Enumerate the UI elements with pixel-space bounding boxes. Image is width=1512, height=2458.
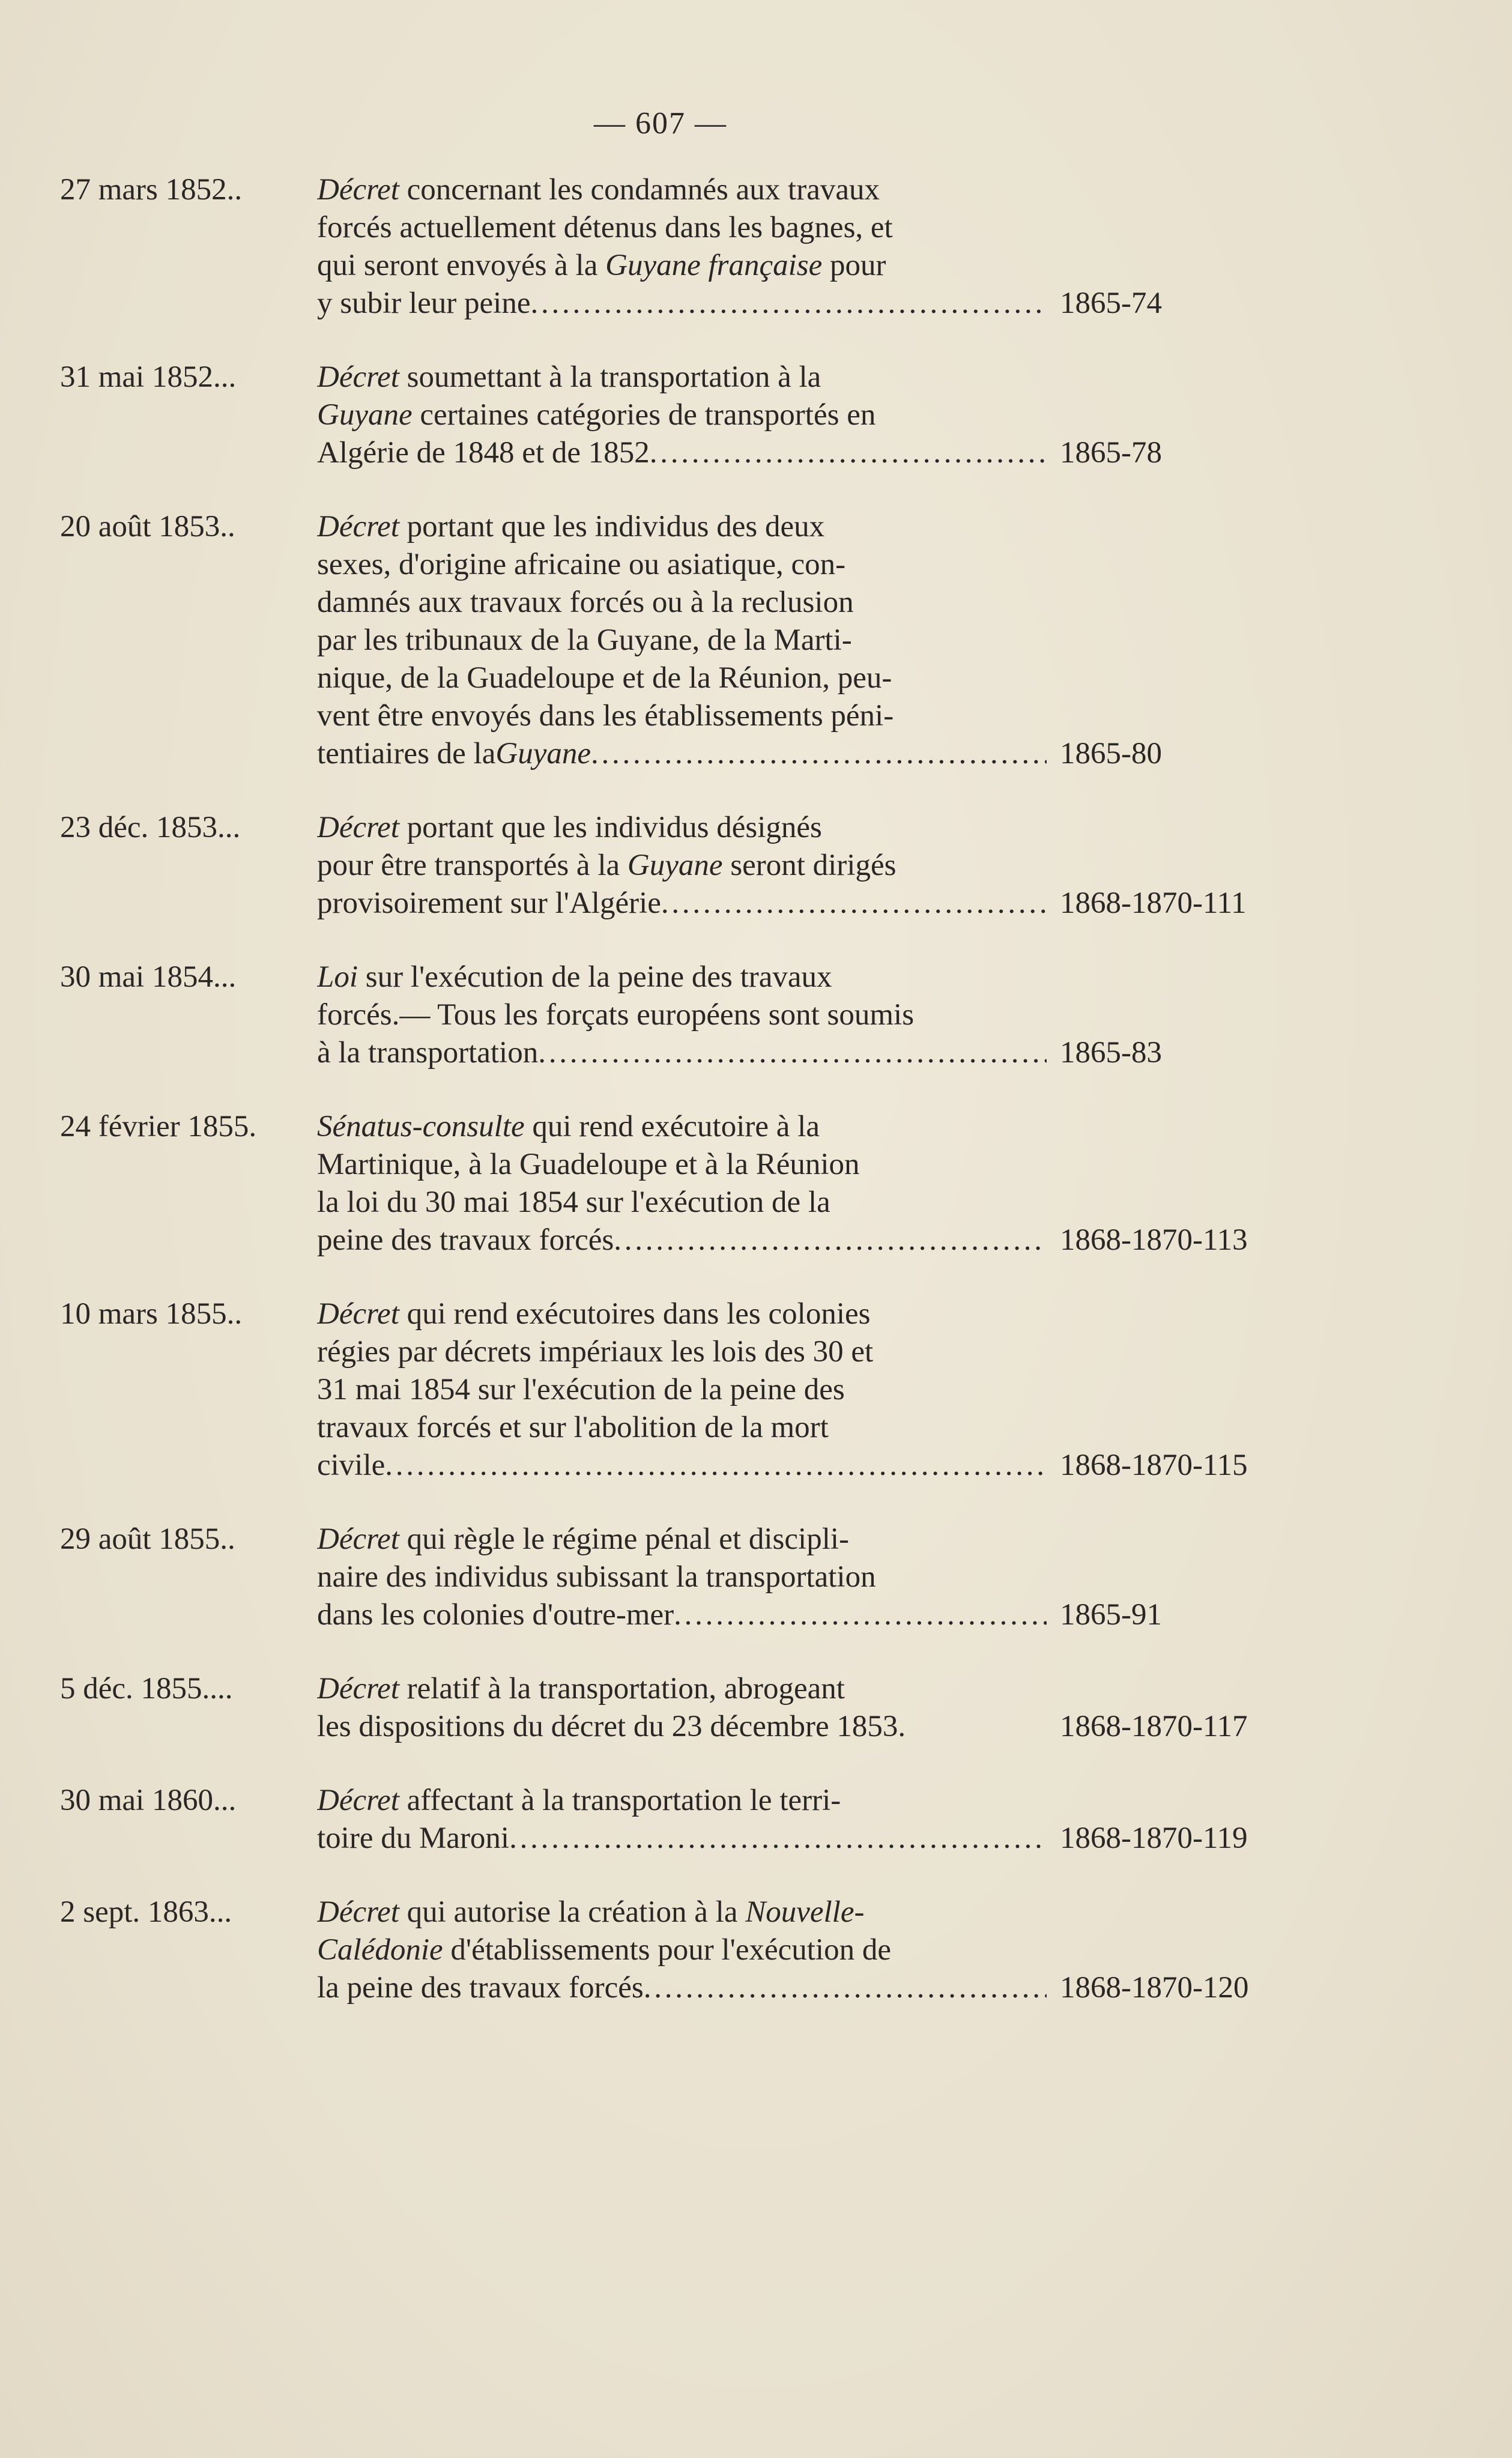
entry-text: Décret soumettant à la transportation à la Guyane certaines catégories de transportés en Algérie de 1848 et de 1852 . . . bbox=[317, 359, 1047, 472]
entry-text: Décret relatif à la transportation, abrogeant les dispositions du décret du 23 décembre 1853. bbox=[317, 1672, 906, 1743]
list-item bbox=[60, 359, 1441, 472]
entry-reference: 1865-91 bbox=[1060, 1598, 1162, 1632]
list-item bbox=[60, 171, 1441, 322]
entry-reference: 1868-1870-113 bbox=[1060, 1223, 1248, 1257]
entry-reference: 1868-1870-119 bbox=[1060, 1821, 1248, 1855]
list-item bbox=[60, 1782, 1441, 1857]
entry-reference: 1868-1870-111 bbox=[1060, 886, 1247, 920]
list-item bbox=[60, 958, 1441, 1072]
entry-reference: 1865-83 bbox=[1060, 1036, 1162, 1070]
page-number: — 607 — bbox=[594, 106, 727, 141]
entry-date: 2 sept. 1863... bbox=[60, 1895, 232, 1929]
entries-list bbox=[60, 171, 1441, 2043]
list-item bbox=[60, 1670, 1441, 1746]
entry-reference: 1868-1870-117 bbox=[1060, 1710, 1248, 1743]
entry-reference: 1868-1870-115 bbox=[1060, 1448, 1248, 1482]
entry-text: Décret affectant à la transportation le terri- toire du Maroni . . . bbox=[317, 1782, 1047, 1857]
list-item bbox=[60, 1108, 1441, 1259]
entry-text: Décret portant que les individus désignés pour être transportés à la Guyane seront dirigés provisoirement sur l'Algérie . . . bbox=[317, 809, 1047, 922]
entry-date: 20 août 1853.. bbox=[60, 510, 235, 543]
entry-date: 31 mai 1852... bbox=[60, 360, 237, 394]
entry-date: 27 mars 1852.. bbox=[60, 173, 243, 207]
entry-text: Décret qui règle le régime pénal et discipli- naire des individus subissant la transportation dans les colonies d'outre-mer . . . bbox=[317, 1521, 1047, 1634]
entry-reference: 1865-80 bbox=[1060, 737, 1162, 770]
entry-text: Décret qui autorise la création à la Nouvelle- Calédonie d'établissements pour l'exécution de la peine des travaux forcés . . . bbox=[317, 1893, 1047, 2007]
entry-text: Sénatus-consulte qui rend exécutoire à la Martinique, à la Guadeloupe et à la Réunion la loi du 30 mai 1854 sur l'exécution de la peine des travaux forcés . . . bbox=[317, 1108, 1047, 1259]
entry-text: Décret portant que les individus des deux sexes, d'origine africaine ou asiatique, con- damnés aux travaux forcés ou à la reclusion par les tribunaux de la Guyane, de la Marti- nique, de la Guadeloupe et de la Réunion, peu- vent être envoyés dans les établissements péni- tentiaires de la Guyane . . . bbox=[317, 508, 1047, 773]
entry-date: 24 février 1855. bbox=[60, 1110, 257, 1143]
list-item bbox=[60, 1893, 1441, 2007]
entry-date: 30 mai 1854... bbox=[60, 960, 237, 994]
entry-date: 10 mars 1855.. bbox=[60, 1297, 243, 1331]
entry-text: Décret concernant les condamnés aux travaux forcés actuellement détenus dans les bagnes, et qui seront envoyés à la Guyane française pour y subir leur peine . . . bbox=[317, 171, 1047, 322]
list-item bbox=[60, 809, 1441, 922]
entry-date: 30 mai 1860... bbox=[60, 1784, 237, 1817]
entry-date: 29 août 1855.. bbox=[60, 1522, 235, 1556]
entry-reference: 1868-1870-120 bbox=[1060, 1971, 1249, 2005]
entry-text: Loi sur l'exécution de la peine des travaux forcés.— Tous les forçats européens sont soumis à la transportation . . . bbox=[317, 958, 1047, 1072]
entry-reference: 1865-74 bbox=[1060, 286, 1162, 320]
entry-date: 23 déc. 1853... bbox=[60, 811, 241, 844]
entry-text: Décret qui rend exécutoires dans les colonies régies par décrets impériaux les lois des 30 et 31 mai 1854 sur l'exécution de la peine des travaux forcés et sur l'abolition de la mort civile . . . bbox=[317, 1295, 1047, 1485]
entry-date: 5 déc. 1855.... bbox=[60, 1672, 233, 1706]
list-item bbox=[60, 1295, 1441, 1485]
entry-reference: 1865-78 bbox=[1060, 436, 1162, 470]
list-item bbox=[60, 1521, 1441, 1634]
list-item bbox=[60, 508, 1441, 773]
